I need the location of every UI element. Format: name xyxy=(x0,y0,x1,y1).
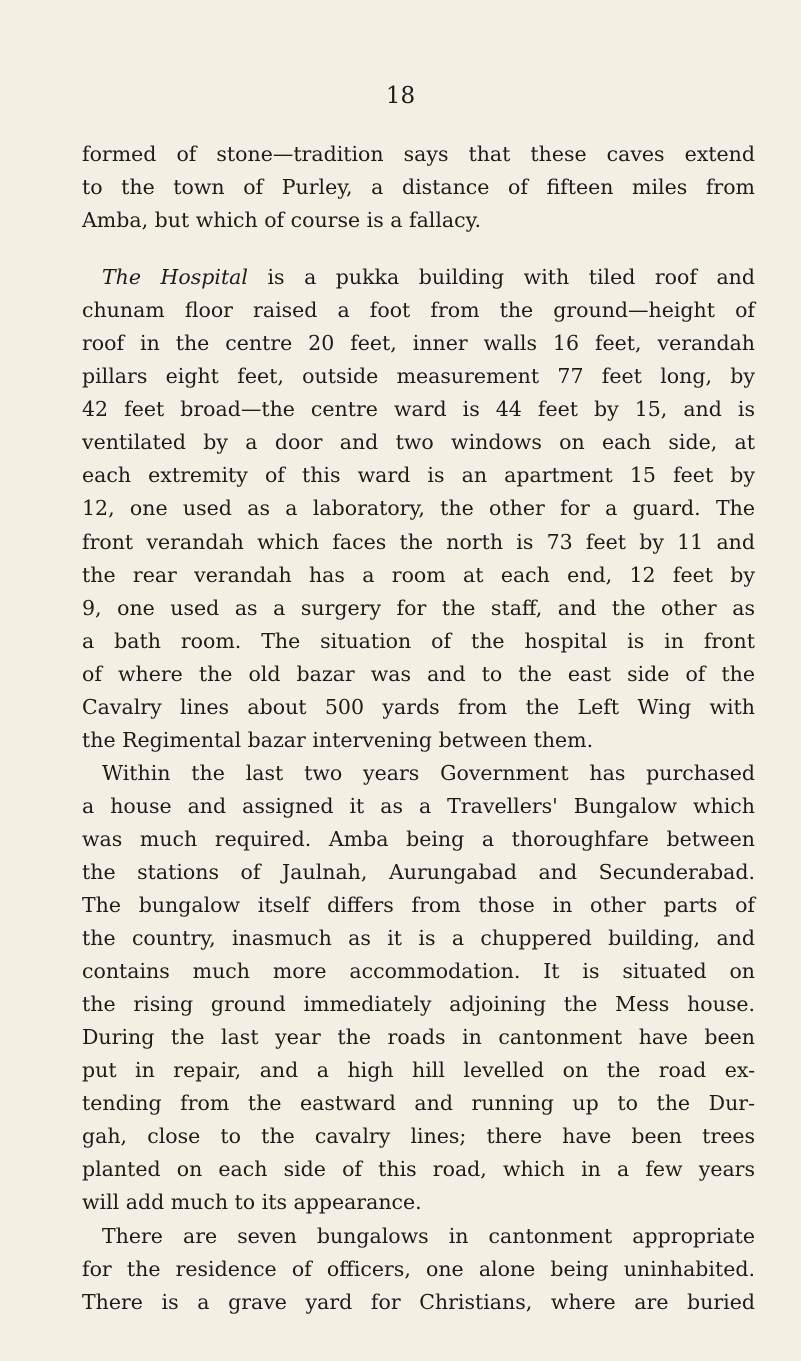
text-line: tending from the eastward and running up to the Dur- xyxy=(82,1091,755,1116)
text-line: Cavalry lines about 500 yards from the Left Wing with xyxy=(82,694,755,719)
text-line: a bath room. The situation of the hospital is in front xyxy=(82,628,755,653)
text-line: will add much to its appearance. xyxy=(82,1190,422,1215)
text-line: There is a grave yard for Christians, where are buried xyxy=(82,1289,755,1314)
text-line: front verandah which faces the north is 73 feet by 11 and xyxy=(82,529,755,554)
text-line: the stations of Jaulnah, Aurungabad and Secunderabad. xyxy=(82,859,755,884)
text-line: 42 feet broad—the centre ward is 44 feet by 15, and is xyxy=(82,397,755,422)
text-line: The bungalow itself differs from those in other parts of xyxy=(82,893,755,918)
text-line: the rising ground immediately adjoining the Mess house. xyxy=(82,992,755,1017)
text-line: put in repair, and a high hill levelled on the road ex- xyxy=(82,1058,755,1083)
text-line: the Regimental bazar intervening between them. xyxy=(82,727,594,752)
text-line: each extremity of this ward is an apartment 15 feet by xyxy=(82,463,755,488)
text-line: 9, one used as a surgery for the staff, and the other as xyxy=(82,595,755,620)
text-line: Amba, but which of course is a fallacy. xyxy=(82,208,481,233)
text-line: planted on each side of this road, which in a few years xyxy=(82,1157,755,1182)
text-line: of where the old bazar was and to the east side of the xyxy=(82,661,755,686)
text-line: the rear verandah has a room at each end, 12 feet by xyxy=(82,562,755,587)
paragraph-gap xyxy=(82,237,755,261)
text-line: to the town of Purley, a distance of fifteen miles from xyxy=(82,175,755,200)
text-line: During the last year the roads in cantonment have been xyxy=(82,1025,755,1050)
text-line: pillars eight feet, outside measurement 77 feet long, by xyxy=(82,364,755,389)
text-line: gah, close to the cavalry lines; there have been trees xyxy=(82,1124,755,1149)
text-line: contains much more accommodation. It is situated on xyxy=(82,959,755,984)
text-line xyxy=(82,261,755,294)
text-line: 12, one used as a laboratory, the other for a guard. The xyxy=(82,496,755,521)
section-heading-italic: The Hospital xyxy=(102,265,248,290)
body-text xyxy=(82,138,755,1319)
text-line: ventilated by a door and two windows on each side, at xyxy=(82,430,755,455)
text-line: the country, inasmuch as it is a chuppered building, and xyxy=(82,926,755,951)
text-line: chunam floor raised a foot from the ground—height of xyxy=(82,298,755,323)
text-line: There are seven bungalows in cantonment appropriate xyxy=(102,1223,755,1248)
text-line-rest: is a pukka building with tiled roof and xyxy=(247,265,755,290)
text-line: formed of stone—tradition says that these caves extend xyxy=(82,142,755,166)
text-line: was much required. Amba being a thoroughfare between xyxy=(82,826,755,851)
page-number: 18 xyxy=(385,83,416,109)
text-line: for the residence of officers, one alone being uninhabited. xyxy=(82,1256,755,1281)
text-line: Within the last two years Government has purchased xyxy=(102,760,755,785)
text-line: roof in the centre 20 feet, inner walls 16 feet, verandah xyxy=(82,331,755,356)
text-line: a house and assigned it as a Travellers' Bungalow which xyxy=(82,793,755,818)
